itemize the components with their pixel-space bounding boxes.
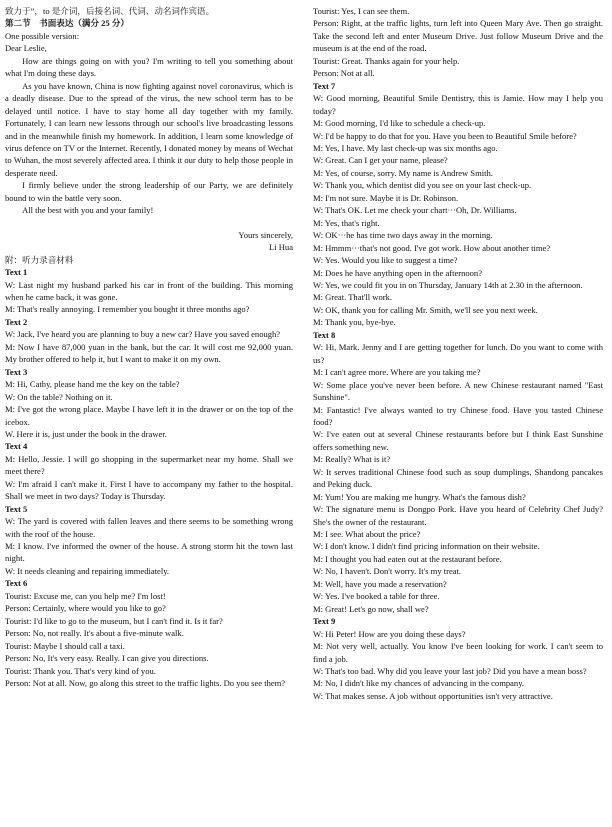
paragraph: Person: No, not really. It's about a five-minute walk. [5, 628, 184, 639]
paragraph: Person: Right, at the traffic lights, turn left into Queen Mary Ave. Then go straight. Take the second left and enter Museum Drive. Just follow Museum Drive and the museum is at the end of the road. [313, 18, 603, 54]
paragraph: W: On the table? Nothing on it. [5, 391, 113, 402]
paragraph: M: Not very well, actually. You know I've been looking for work. I can't seem to find a job. [313, 641, 603, 664]
paragraph: M: I'm not sure. Maybe it is Dr. Robinson. [313, 192, 459, 203]
paragraph: W: I'm afraid I can't make it. First I have to accompany my father to the hospital. Shall we meet in two days? Today is Thursday. [5, 478, 293, 502]
paragraph: M: I can't agree more. Where are you taking me? [313, 367, 481, 378]
paragraph: How are things going on with you? I'm writing to tell you something about what I'm doing these days. [5, 55, 293, 79]
paragraph: 致力于”，to 是介词，后接名词、代词、动名词作宾语。 [5, 6, 215, 16]
paragraph: Person: Not at all. Now, go along this street to the traffic lights. Do you see them? [5, 678, 286, 689]
paragraph: Person: Certainly, where would you like to go? [5, 603, 166, 614]
letter-signoff: Yours sincerely, [238, 229, 293, 240]
paragraph: M: I know. I've informed the owner of the house. A strong storm hit the town last night. [5, 541, 293, 564]
paragraph: W: Some place you've never been before. A new Chinese restaurant named "East Sunshine". [313, 379, 603, 403]
paragraph: M: I've got the wrong place. Maybe I have left it in the drawer or on the top of the icebox. [5, 404, 293, 427]
paragraph: One possible version: [5, 30, 80, 41]
paragraph: W: I've eaten out at several Chinese restaurants before but I think East Sunshine offers something new. [313, 429, 603, 452]
paragraph: 附：听力录音材料 [5, 254, 74, 265]
paragraph: W: No, I haven't. Don't worry. It's my treat. [313, 566, 462, 577]
paragraph: Dear Leslie, [5, 43, 47, 54]
right-column [313, 5, 603, 702]
paragraph: W: Last night my husband parked his car in front of the building. This morning when he came back, it was gone. [5, 279, 293, 302]
paragraph: M: Really? What is it? [313, 454, 391, 465]
paragraph: M: Good morning, I'd like to schedule a check-up. [313, 118, 486, 129]
left-column [5, 5, 293, 689]
section-heading: Text 1 [5, 267, 28, 278]
section-heading: Text 2 [5, 316, 28, 327]
paragraph: M: That's really annoying. I remember you bought it three months ago? [5, 304, 250, 315]
paragraph: As you have known, China is now fighting against novel coronavirus, which is a deadly disease. Due to the spread of the virus, the new school term has to be delayed until notice. I have to stay home all day together with my family. Fortunately, I can learn new lessons through our school's live broadcasting lessons and in the meanwhile finish my homework. In addition, I learn some knowledge of virus defence on TV or the Internet. Recently, I donated money by means of Wechat to Wuhan, the most severely affected area. I think it our duty to help those people in desperate need. [5, 80, 293, 178]
paragraph: W: Thank you, which dentist did you see on your last check-up. [313, 180, 532, 191]
paragraph: Tourist: Great. Thanks again for your help. [313, 55, 460, 66]
paragraph: Tourist: Yes, I can see them. [313, 6, 410, 16]
paragraph: M: Hello, Jessie. I will go shopping in the supermarket near my home. Shall we meet there? [5, 453, 293, 477]
paragraph: W: I'd be happy to do that for you. Have you been to Beautiful Smile before? [313, 130, 577, 141]
paragraph: Tourist: Maybe I should call a taxi. [5, 640, 125, 651]
paragraph: W: It needs cleaning and repairing immediately. [5, 565, 170, 576]
paragraph: W: OK, thank you for calling Mr. Smith, we'll see you next week. [313, 304, 538, 315]
paragraph: M: Now I have 87,000 yuan in the bank, but the car. It will cost me 92,000 yuan. My brother offered to help it, but I want to make it on my own. [5, 341, 293, 365]
section-title: 第二节 书面表达（满分 25 分） [5, 18, 129, 29]
paragraph: M: Yes, I have. My last check-up was six months ago. [313, 142, 498, 153]
paragraph: M: Yes, of course, sorry. My name is Andrew Smith. [313, 167, 493, 178]
section-heading: Text 3 [5, 366, 28, 377]
section-heading: Text 7 [313, 80, 336, 91]
paragraph: W: It serves traditional Chinese food such as soup dumplings, Shandong pancakes and Peking duck. [313, 466, 603, 490]
paragraph: W: Good morning, Beautiful Smile Dentistry, this is Jamie. How may I help you today? [313, 93, 603, 116]
paragraph: All the best with you and your family! [22, 205, 154, 216]
paragraph: M: Does he have anything open in the afternoon? [313, 267, 482, 278]
paragraph: Tourist: Excuse me, can you help me? I'm lost! [5, 590, 166, 601]
paragraph: Person: No, It's very easy. Really. I can give you directions. [5, 653, 209, 664]
paragraph: M: Hi, Cathy, please hand me the key on the table? [5, 379, 180, 390]
paragraph: W: Hi, Mark. Jenny and I are getting together for lunch. Do you want to come with us? [313, 342, 603, 365]
section-heading: Text 5 [5, 503, 28, 514]
paragraph: M: Hmmm···that's not good. I've got work. How about another time? [313, 242, 551, 253]
paragraph: W: Yes. Would you like to suggest a time? [313, 255, 458, 266]
paragraph: M: I see. What about the price? [313, 529, 421, 540]
paragraph: W: The yard is covered with fallen leaves and there seems to be something wrong with the roof of the house. [5, 516, 293, 539]
paragraph: W: That makes sense. A job without opportunities isn't very attractive. [313, 690, 553, 701]
paragraph: W. Here it is, just under the book in the drawer. [5, 428, 167, 439]
paragraph: M: I thought you had eaten out at the restaurant before. [313, 553, 502, 564]
paragraph: M: Well, have you made a reservation? [313, 578, 447, 589]
paragraph: W: The signature menu is Dongpo Pork. Have you heard of Celebrity Chef Judy? She's the owner of the restaurant. [313, 504, 603, 527]
paragraph: W: That's too bad. Why did you leave your last job? Did you have a mean boss? [313, 666, 587, 677]
section-heading: Text 8 [313, 329, 336, 340]
spacer [5, 217, 293, 229]
section-heading: Text 6 [5, 578, 28, 589]
paragraph: W: Hi Peter! How are you doing these days? [313, 628, 466, 639]
letter-signoff: Li Hua [269, 242, 293, 253]
section-heading: Text 4 [5, 441, 28, 452]
paragraph: M: Fantastic! I've always wanted to try Chinese food. Have you tasted Chinese food? [313, 404, 603, 427]
paragraph: W: Jack, I've heard you are planning to buy a new car? Have you saved enough? [5, 329, 281, 340]
paragraph: Tourist: Thank you. That's very kind of you. [5, 665, 156, 676]
paragraph: W: That's OK. Let me check your chart···Oh, Dr. Williams. [313, 205, 517, 216]
paragraph: W: Yes, we could fit you in on Thursday, January 14th at 2.30 in the afternoon. [313, 279, 583, 290]
paragraph: W: Great. Can I get your name, please? [313, 155, 448, 166]
paragraph: W: OK···he has time two days away in the morning. [313, 230, 493, 241]
paragraph: M: Thank you, bye-bye. [313, 317, 396, 328]
section-heading: Text 9 [313, 616, 336, 627]
paragraph: M: Great! Let's go now, shall we? [313, 603, 429, 614]
paragraph: Person: Not at all. [313, 68, 375, 79]
paragraph: M: No, I didn't like my chances of advancing in the company. [313, 678, 525, 689]
paragraph: M: Yes, that's right. [313, 217, 380, 228]
paragraph: W: Yes. I've booked a table for three. [313, 591, 440, 602]
paragraph: Tourist: I'd like to go to the museum, but I can't find it. Is it far? [5, 615, 223, 626]
paragraph: I firmly believe under the strong leadership of our Party, we are definitely bound to win the battle very soon. [5, 180, 293, 203]
paragraph: W: I don't know. I didn't find pricing information on their website. [313, 541, 540, 552]
paragraph: M: Yum! You are making me hungry. What's the famous dish? [313, 491, 526, 502]
paragraph: M: Great. That'll work. [313, 292, 393, 303]
